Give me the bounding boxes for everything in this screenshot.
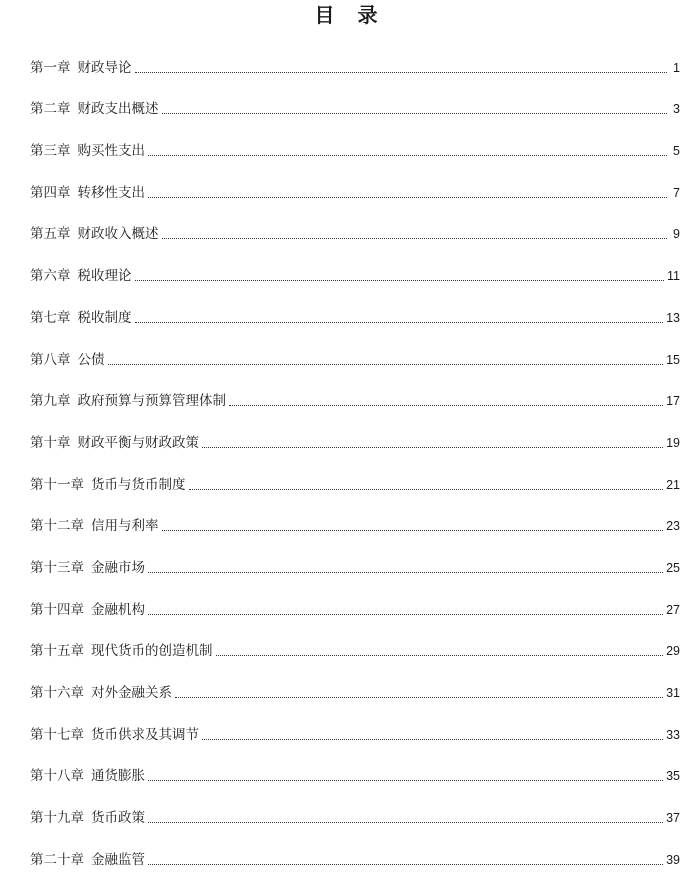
toc-entry[interactable] (30, 86, 680, 128)
toc-page-number: 3 (673, 102, 680, 117)
toc-entry[interactable] (30, 169, 680, 211)
toc-page-number: 7 (673, 185, 680, 200)
toc-chapter-title: 金融监管 (91, 851, 145, 868)
toc-entry[interactable] (30, 252, 680, 294)
toc-chapter-title: 税收理论 (77, 268, 132, 285)
toc-dot-leader (135, 71, 668, 73)
toc-chapter-number: 第十七章 (30, 726, 84, 743)
toc-chapter-number: 第十二章 (30, 518, 84, 535)
toc-chapter-title: 财政支出概述 (77, 101, 159, 118)
toc-dot-leader (148, 779, 663, 781)
toc-dot-leader (148, 863, 663, 865)
toc-page-number: 19 (666, 435, 680, 450)
toc-chapter-title: 货币与货币制度 (91, 476, 186, 493)
toc-chapter-number: 第四章 (30, 184, 71, 201)
toc-dot-leader (175, 696, 663, 698)
toc-entry[interactable] (30, 669, 680, 711)
toc-entry[interactable] (30, 127, 680, 169)
toc-entry[interactable] (30, 544, 680, 586)
toc-chapter-number: 第七章 (30, 309, 71, 326)
toc-chapter-title: 现代货币的创造机制 (91, 643, 213, 660)
toc-dot-leader (162, 529, 664, 531)
toc-dot-leader (148, 196, 667, 198)
toc-page-number: 5 (673, 144, 680, 159)
toc-chapter-number: 第八章 (30, 351, 71, 368)
toc-chapter-title: 货币政策 (91, 810, 145, 827)
toc-page-number: 25 (666, 560, 680, 575)
toc-entry[interactable] (30, 336, 680, 378)
toc-entry[interactable] (30, 753, 680, 795)
table-of-contents (30, 44, 680, 878)
toc-chapter-number: 第六章 (30, 268, 71, 285)
toc-dot-leader (229, 404, 663, 406)
toc-dot-leader (148, 571, 663, 573)
toc-chapter-title: 财政收入概述 (77, 226, 159, 243)
toc-chapter-number: 第十九章 (30, 810, 84, 827)
toc-dot-leader (202, 446, 663, 448)
toc-chapter-title: 财政导论 (77, 59, 132, 76)
toc-page-number: 33 (666, 727, 680, 742)
toc-entry[interactable] (30, 419, 680, 461)
toc-entry[interactable] (30, 378, 680, 420)
toc-entry[interactable] (30, 211, 680, 253)
toc-page-number: 37 (666, 811, 680, 826)
toc-dot-leader (108, 363, 664, 365)
toc-chapter-title: 对外金融关系 (91, 685, 172, 701)
toc-page-number: 21 (666, 477, 680, 492)
toc-chapter-title: 货币供求及其调节 (91, 726, 199, 743)
toc-dot-leader (189, 488, 664, 490)
toc-entry[interactable] (30, 628, 680, 670)
toc-entry[interactable] (30, 294, 680, 336)
toc-dot-leader (216, 654, 664, 656)
toc-dot-leader (148, 613, 663, 615)
toc-chapter-title: 公债 (77, 351, 105, 368)
toc-chapter-number: 第十四章 (30, 601, 84, 618)
toc-chapter-number: 第五章 (30, 226, 71, 243)
toc-chapter-title: 通货膨胀 (91, 768, 145, 785)
toc-chapter-number: 第十章 (30, 434, 71, 451)
toc-page-number: 23 (666, 519, 680, 534)
toc-chapter-title: 金融市场 (91, 559, 145, 576)
toc-page-number: 35 (666, 769, 680, 784)
toc-chapter-number: 第二十章 (30, 851, 84, 868)
toc-chapter-number: 第九章 (30, 393, 71, 410)
toc-chapter-number: 第十三章 (30, 559, 84, 576)
toc-chapter-number: 第十八章 (30, 768, 84, 785)
toc-entry[interactable] (30, 711, 680, 753)
toc-chapter-number: 第十一章 (30, 476, 84, 493)
toc-page-number: 11 (667, 269, 680, 284)
toc-page-number: 15 (666, 352, 680, 367)
toc-entry[interactable] (30, 586, 680, 628)
toc-chapter-number: 第一章 (30, 59, 71, 76)
page-title: 目 录 (314, 3, 386, 27)
toc-chapter-number: 第三章 (30, 143, 71, 160)
toc-chapter-title: 财政平衡与财政政策 (77, 434, 199, 451)
toc-dot-leader (162, 237, 668, 239)
toc-dot-leader (135, 321, 664, 323)
toc-entry[interactable] (30, 503, 680, 545)
toc-entry[interactable] (30, 836, 680, 878)
toc-page-number: 31 (666, 686, 680, 700)
toc-chapter-number: 第十六章 (30, 685, 84, 701)
toc-entry[interactable] (30, 461, 680, 503)
toc-page-number: 9 (673, 227, 680, 242)
toc-page-number: 39 (666, 852, 680, 867)
toc-dot-leader (148, 154, 667, 156)
toc-page-number: 29 (666, 644, 680, 659)
toc-entry[interactable] (30, 44, 680, 86)
toc-chapter-title: 税收制度 (77, 309, 132, 326)
toc-dot-leader (135, 279, 665, 281)
toc-dot-leader (148, 821, 663, 823)
toc-chapter-number: 第二章 (30, 101, 71, 118)
toc-page-number: 1 (673, 60, 680, 75)
toc-dot-leader (162, 112, 668, 114)
toc-page-number: 27 (666, 602, 680, 617)
toc-dot-leader (202, 738, 663, 740)
toc-chapter-title: 金融机构 (91, 601, 145, 618)
toc-entry[interactable] (30, 794, 680, 836)
toc-chapter-title: 政府预算与预算管理体制 (77, 393, 226, 410)
toc-chapter-title: 购买性支出 (77, 143, 145, 160)
toc-chapter-title: 转移性支出 (77, 184, 145, 201)
toc-chapter-number: 第十五章 (30, 643, 84, 660)
toc-page-number: 17 (666, 394, 680, 409)
toc-page-number: 13 (666, 310, 680, 325)
toc-chapter-title: 信用与利率 (91, 518, 159, 535)
